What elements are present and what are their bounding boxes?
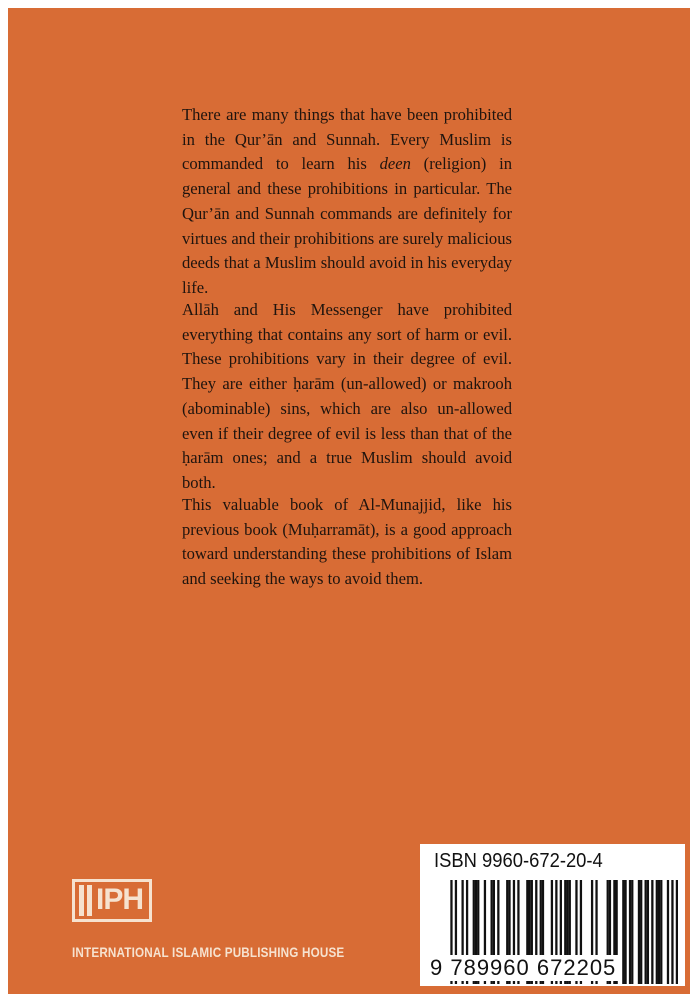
- barcode-bar: [624, 880, 626, 984]
- publisher-name: INTERNATIONAL ISLAMIC PUBLISHING HOUSE: [72, 945, 345, 960]
- logo-bar: [87, 885, 92, 916]
- logo-bars-graphic: [75, 882, 94, 919]
- barcode-bar: [638, 880, 640, 984]
- paragraph-1-deen-italic: deen: [379, 154, 411, 174]
- barcode-bar: [671, 880, 673, 984]
- paragraph-1-text-a: There are many things that have been prohibited in the Qur’ān and Sunnah. Every Muslim is commanded to learn his: [182, 105, 512, 174]
- barcode-bar: [640, 880, 642, 984]
- barcode-bar: [667, 880, 669, 984]
- barcode-bar: [676, 880, 678, 984]
- barcode-bar: [647, 880, 649, 984]
- barcode-bar: [651, 880, 653, 984]
- barcode-bar: [658, 880, 660, 984]
- publisher-logo: [72, 879, 152, 922]
- barcode-bar: [656, 880, 658, 984]
- description-paragraph-2: Allāh and His Messenger have prohibited everything that contains any sort of harm or evil. These prohibitions vary in their degree of evil. They are either ḥarām (un-allowed) or makrooh (abominable) sins, which are also un-allowed even if their degree of evil is less than that of the ḥarām ones; and a true Muslim should avoid both.: [182, 300, 512, 492]
- barcode-bar: [645, 880, 647, 984]
- barcode-digits: 9 789960 672205: [430, 955, 617, 980]
- description-paragraph-3: This valuable book of Al-Munajjid, like his previous book (Muḥarramāt), is a good approach toward understanding these prohibitions of Islam and seeking the ways to avoid them.: [182, 495, 512, 589]
- logo-bar: [79, 885, 84, 916]
- barcode-bar: [631, 880, 633, 984]
- barcode-bar: [622, 880, 624, 984]
- logo-text: IPH: [96, 883, 144, 916]
- back-cover: [8, 8, 690, 994]
- isbn-barcode-box: [420, 844, 685, 986]
- description-paragraph-1: [182, 103, 512, 301]
- barcode-bar: [629, 880, 631, 984]
- paragraph-1-text-b: (religion) in general and these prohibitions in particular. The Qur’ān and Sunnah commands are definitely for virtues and their prohibitions are surely malicious deeds that a Muslim should avoid in his everyday life.: [182, 154, 512, 297]
- isbn-label: ISBN 9960-672-20-4: [434, 850, 603, 872]
- barcode-bar: [660, 880, 662, 984]
